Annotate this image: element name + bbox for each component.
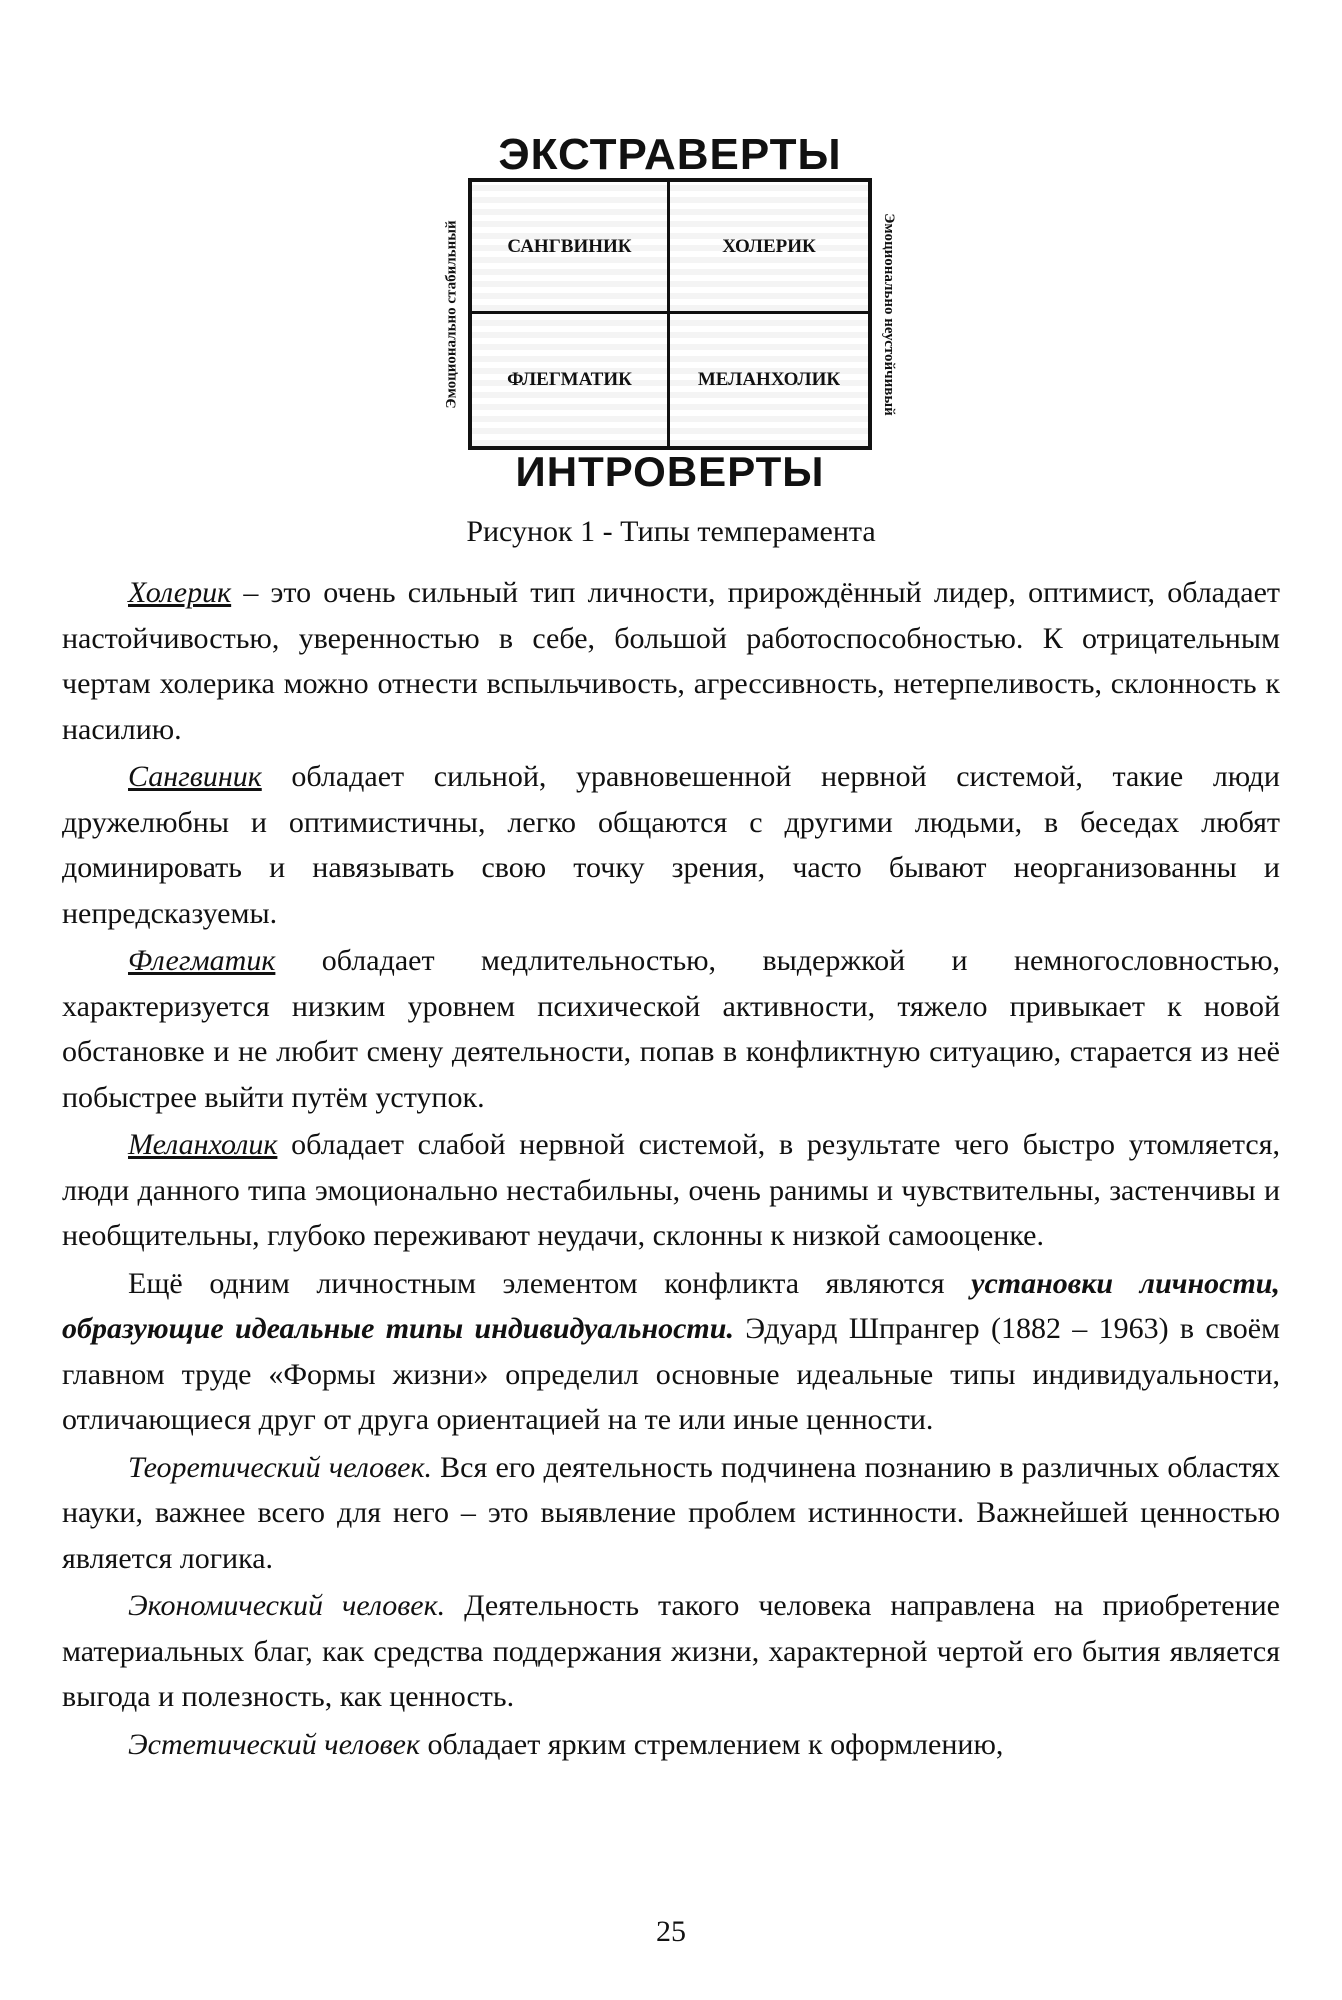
text-choleric: – это очень сильный тип личности, прирождённый лидер, оптимист, обладает настойчивостью, уверенностью в себе, большой работоспособностью. К отрицательным чертам холерика можно отнести вспыльчивость, агрессивность, нетерпеливость, склонность к насилию. (62, 576, 1280, 746)
figure-left-label-text: Эмоционально стабильный (443, 219, 460, 409)
text-aesthetic: обладает ярким стремлением к оформлению, (420, 1727, 1004, 1761)
term-economic: Экономический человек. (128, 1589, 446, 1622)
text-theoretical: Вся его деятельность подчинена познанию в различных областях науки, важнее всего для него – это выявление проблем истинности. Важнейшей ценностью является логика. (62, 1450, 1280, 1575)
figure-right-label-text: Эмоционально неустойчивый (880, 212, 897, 416)
term-melancholic: Меланхолик (128, 1128, 278, 1161)
paragraph-spranger (62, 1261, 1280, 1443)
paragraph-melancholic (62, 1122, 1280, 1259)
term-aesthetic: Эстетический человек (128, 1727, 420, 1761)
text-spranger-lead: Ещё одним личностным элементом конфликта являются (128, 1266, 972, 1300)
temperament-grid (468, 178, 872, 450)
paragraph-aesthetic (62, 1722, 1280, 1768)
text-economic: Деятельность такого человека направлена на приобретение материальных благ, как средства поддержания жизни, характерной чертой его бытия является выгода и полезность, как ценность. (62, 1589, 1280, 1713)
term-phlegmatic: Флегматик (128, 944, 276, 977)
paragraph-choleric (62, 570, 1280, 752)
figure-caption: Рисунок 1 - Типы темперамента (466, 515, 876, 548)
temperament-figure (440, 130, 900, 500)
paragraph-sanguine (62, 754, 1280, 936)
page-number: 25 (656, 1915, 686, 1948)
figure-bottom-label: ИНТРОВЕРТЫ (515, 448, 825, 495)
cell-choleric: ХОЛЕРИК (670, 182, 868, 314)
term-personality-attitudes: установки личности, образующие идеальные типы индивидуальности. (62, 1266, 1280, 1345)
term-sanguine: Сангвиник (128, 760, 262, 793)
cell-melancholic: МЕЛАНХОЛИК (670, 314, 868, 446)
paragraph-phlegmatic (62, 938, 1280, 1120)
cell-phlegmatic: ФЛЕГМАТИК (472, 314, 670, 446)
paragraph-economic (62, 1583, 1280, 1720)
figure-right-label (876, 178, 900, 450)
text-phlegmatic: обладает медлительностью, выдержкой и немногословностью, характеризуется низким уровнем психической активности, тяжело привыкает к новой обстановке и не любит смену деятельности, попав в конфликтную ситуацию, старается из неё побыстрее выйти путём уступок. (62, 944, 1280, 1114)
cell-sanguine: САНГВИНИК (472, 182, 670, 314)
body-text (62, 570, 1280, 1769)
figure-left-label (440, 178, 464, 450)
text-sanguine: обладает сильной, уравновешенной нервной системой, такие люди дружелюбны и оптимистичны, легко общаются с другими людьми, в беседах любят доминировать и навязывать свою точку зрения, часто бывают неорганизованны и непредсказуемы. (62, 760, 1280, 930)
text-melancholic: обладает слабой нервной системой, в результате чего быстро утомляется, люди данного типа эмоционально нестабильны, очень ранимы и чувствительны, застенчивы и необщительны, глубоко переживают неудачи, склонны к низкой самооценке. (62, 1128, 1280, 1252)
term-choleric: Холерик (128, 576, 232, 609)
text-spranger-rest: Эдуард Шпрангер (1882 – 1963) в своём главном труде «Формы жизни» определил основные идеальные типы индивидуальности, отличающиеся друг от друга ориентацией на те или иные ценности. (62, 1312, 1280, 1436)
figure-top-label: ЭКСТРАВЕРТЫ (498, 130, 842, 179)
term-theoretical: Теоретический человек. (128, 1450, 433, 1484)
paragraph-theoretical (62, 1445, 1280, 1582)
